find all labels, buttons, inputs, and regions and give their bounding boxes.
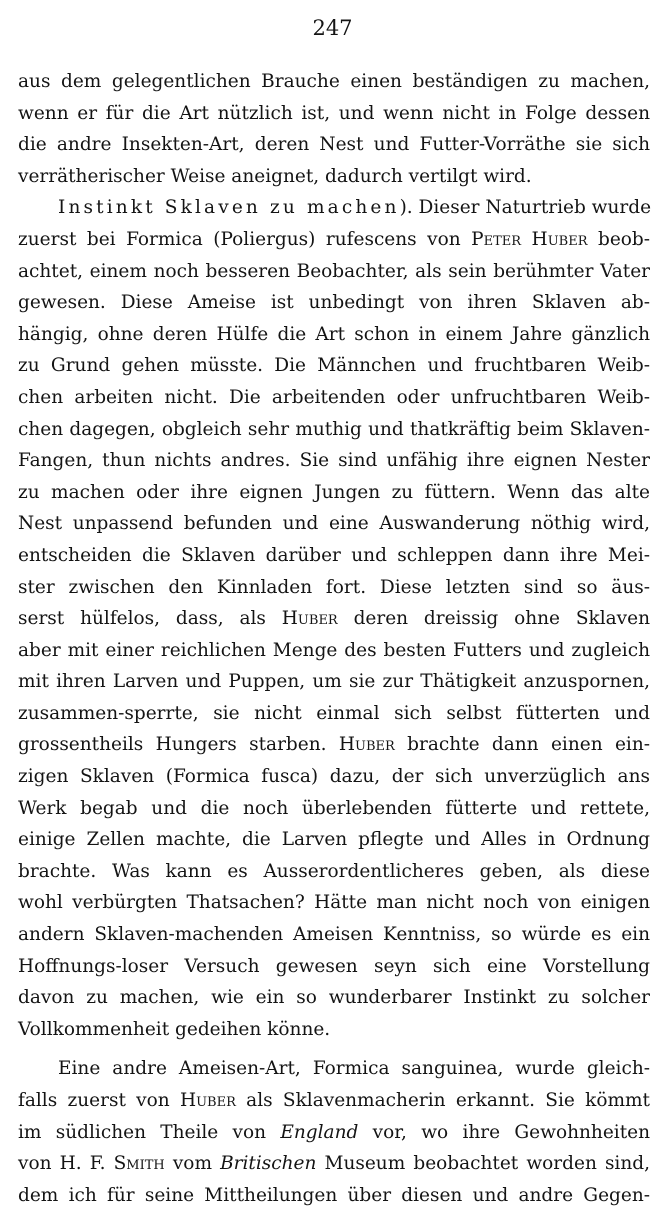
text-segment: als Sklavenmacherin erkannt. Sie kömmt (235, 1090, 650, 1111)
place-name: England (280, 1121, 359, 1143)
text-line: dem ich für seine Mittheilungen über diesen und andre Gegen- (18, 1184, 650, 1206)
text-line: Fangen, thun nichts andres. Sie sind unfähig ihre eignen Nester (18, 450, 650, 472)
text-line: Vollkommenheit gedeihen könne. (18, 1018, 331, 1040)
text-line: davon zu machen, wie ein so wunderbarer Instinkt zu solcher (18, 987, 650, 1009)
author-name: Huber (179, 1090, 236, 1111)
text-line: zu machen oder ihre eignen Jungen zu füttern. Wenn das alte (18, 481, 650, 503)
text-line: ster zwischen den Kinnladen fort. Diese letzten sind so äus- (18, 576, 650, 598)
text-segment: zuerst bei Formica (Poliergus) rufescens von (18, 228, 472, 250)
text-line: mit ihren Larven und Puppen, um sie zur Thätigkeit anzuspornen, (18, 671, 650, 693)
paragraph-formica-sanguinea (18, 1053, 650, 1211)
section-heading: Instinkt Sklaven zu machen (58, 197, 400, 219)
author-name: Huber (281, 608, 338, 630)
text-segment: Museum beobachtet worden sind, (316, 1153, 650, 1175)
text-line: zigen Sklaven (Formica fusca) dazu, der sich unverzüglich ans (18, 766, 650, 788)
text-line: brachte. Was kann es Ausserordentlicheres geben, als diese (18, 860, 650, 882)
text-line: Hoffnungs-loser Versuch gewesen seyn sich eine Vorstellung (18, 955, 650, 977)
text-line: Nest unpassend befunden und eine Auswanderung nöthig wird, (18, 513, 650, 535)
text-line: zusammen-sperrte, sie nicht einmal sich selbst fütterten und (18, 702, 650, 724)
paragraph-continuation (18, 66, 650, 192)
page-number: 247 (312, 16, 353, 40)
text-line (18, 729, 650, 761)
author-name: Peter Huber (471, 228, 588, 250)
text-line: andern Sklaven-machenden Ameisen Kenntniss, so würde es ein (18, 924, 650, 946)
text-segment: vor, wo ihre Gewohnheiten (358, 1121, 650, 1143)
text-line: chen dagegen, obgleich sehr muthig und thatkräftig beim Sklaven- (18, 418, 650, 440)
institution-name: Britischen (220, 1153, 317, 1175)
text-segment: serst hülfelos, dass, als (18, 608, 282, 630)
text-segment: deren dreissig ohne Sklaven (337, 608, 650, 630)
text-line: entscheiden die Sklaven darüber und schleppen dann ihre Mei- (18, 544, 650, 566)
text-segment: brachte dann einen ein- (394, 734, 650, 756)
text-line (18, 192, 650, 224)
paragraph-slave-instinct (18, 192, 650, 1045)
text-line: hängig, ohne deren Hülfe die Art schon in einem Jahre gänzlich (18, 323, 650, 345)
author-name: Huber (338, 734, 395, 756)
text-line: wenn er für die Art nützlich ist, und wenn nicht in Folge dessen (18, 102, 650, 124)
text-line (18, 224, 650, 256)
text-line: Eine andre Ameisen-Art, Formica sanguinea, wurde gleich- (58, 1058, 650, 1080)
text-line (18, 603, 650, 635)
text-segment: im südlichen Theile von (18, 1121, 281, 1143)
text-line (18, 1117, 650, 1149)
paragraph-gap (18, 1045, 650, 1053)
text-line (18, 1148, 650, 1180)
text-line: wohl verbürgten Thatsachen? Hätte man nicht noch von einigen (18, 892, 650, 914)
text-segment: ). Dieser Naturtrieb wurde (399, 197, 652, 219)
text-line (18, 1085, 650, 1117)
text-line: gewesen. Diese Ameise ist unbedingt von ihren Sklaven ab- (18, 292, 650, 314)
text-line: achtet, einem noch besseren Beobachter, als sein berühmter Vater (18, 260, 650, 282)
text-segment: von H. F. (18, 1153, 114, 1175)
text-line: die andre Insekten-Art, deren Nest und Futter-Vorräthe sie sich (18, 134, 650, 156)
author-name: Smith (113, 1153, 165, 1175)
text-line: zu Grund gehen müsste. Die Männchen und fruchtbaren Weib- (18, 355, 650, 377)
text-segment: vom (164, 1153, 221, 1175)
text-line: chen arbeiten nicht. Die arbeitenden oder unfruchtbaren Weib- (18, 386, 650, 408)
body-text (18, 66, 650, 1211)
text-segment: grossentheils Hungers starben. (18, 734, 339, 756)
text-line: einige Zellen machte, die Larven pflegte und Alles in Ordnung (18, 829, 650, 851)
text-segment: falls zuerst von (18, 1090, 180, 1111)
text-line: Werk begab und die noch überlebenden fütterte und rettete, (18, 797, 650, 819)
text-line: aus dem gelegentlichen Brauche einen beständigen zu machen, (18, 71, 650, 92)
text-line: aber mit einer reichlichen Menge des besten Futters und zugleich (18, 639, 650, 661)
text-line: verrätherischer Weise aneignet, dadurch vertilgt wird. (18, 165, 532, 187)
text-segment: beob- (587, 228, 651, 250)
